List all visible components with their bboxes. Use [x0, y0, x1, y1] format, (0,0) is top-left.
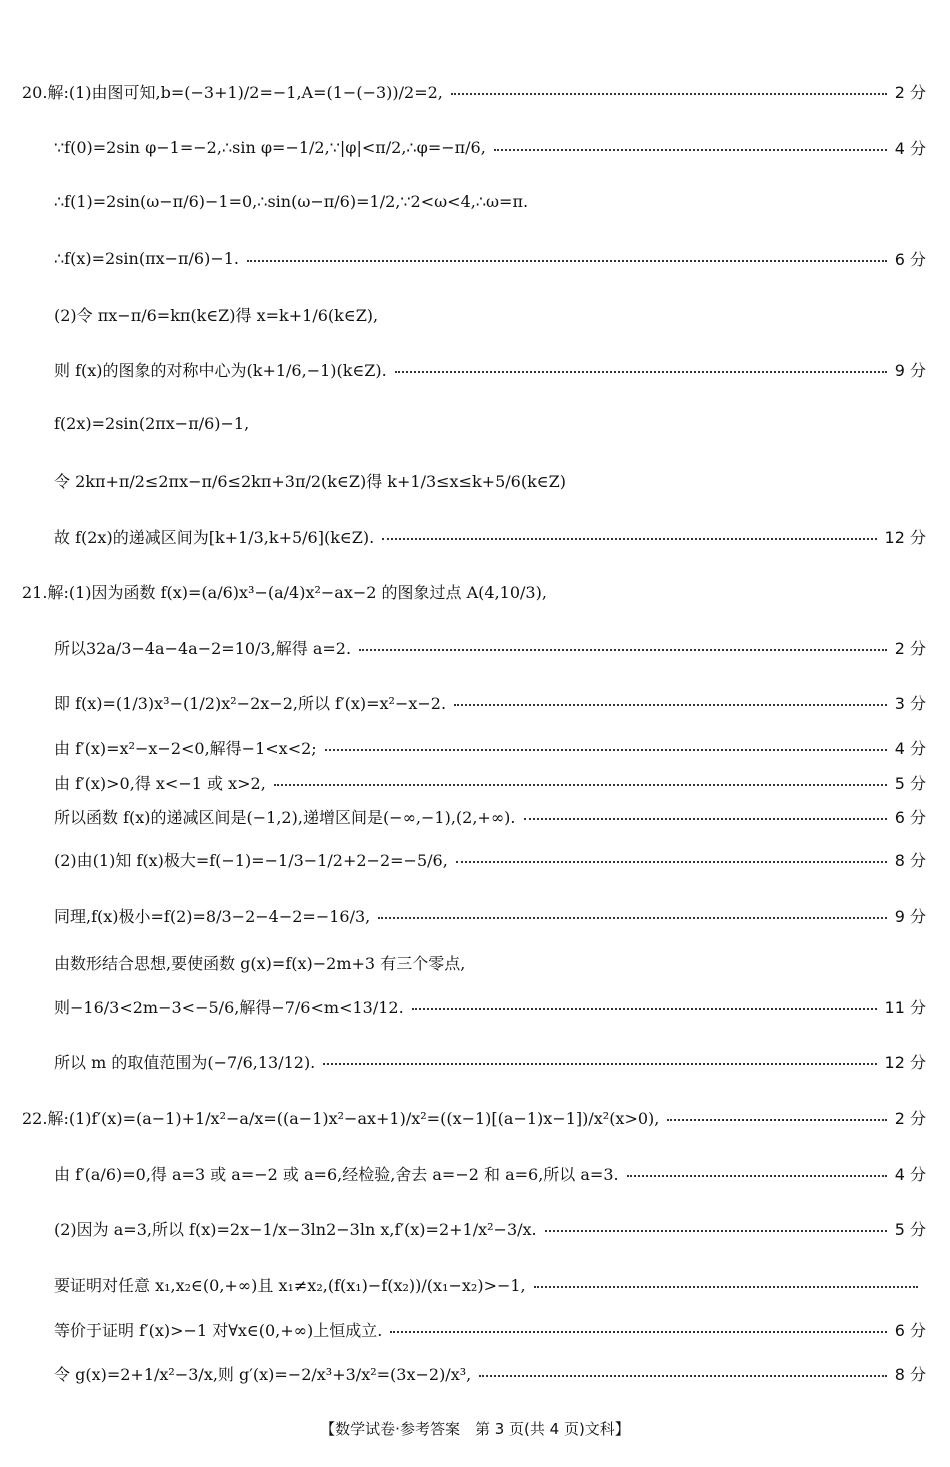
score-label: 9 分 [894, 907, 926, 926]
dot-leader [382, 538, 876, 540]
score-label: 11 分 [884, 998, 926, 1017]
line-text: 由 f′(x)>0,得 x<−1 或 x>2, [54, 774, 266, 793]
answer-line [54, 904, 926, 927]
answer-line [54, 1318, 926, 1341]
line-text: 故 f(2x)的递减区间为[k+1/3,k+5/6](k∈Z). [54, 528, 375, 547]
answer-line [54, 1162, 926, 1185]
dot-leader [325, 749, 887, 751]
dot-leader [359, 649, 887, 651]
score-label: 8 分 [894, 1365, 926, 1384]
dot-leader [323, 1063, 876, 1065]
score-label: 12 分 [884, 528, 926, 547]
dot-leader [451, 93, 887, 95]
line-text: ∴f(x)=2sin(πx−π/6)−1. [54, 249, 240, 268]
score-label: 3 分 [894, 694, 926, 713]
line-text: 则 f(x)的图象的对称中心为(k+1/6,−1)(k∈Z). [54, 361, 387, 380]
line-text: (2)令 πx−π/6=kπ(k∈Z)得 x=k+1/6(k∈Z), [54, 306, 379, 325]
answer-line [54, 1217, 926, 1240]
score-label: 4 分 [894, 139, 926, 158]
dot-leader [454, 704, 887, 706]
line-text: 同理,f(x)极小=f(2)=8/3−2−4−2=−16/3, [54, 907, 371, 926]
score-label: 2 分 [894, 1109, 926, 1128]
dot-leader [524, 818, 887, 820]
score-label: 4 分 [894, 1165, 926, 1184]
answer-line [54, 358, 926, 381]
line-text: 则−16/3<2m−3<−5/6,解得−7/6<m<13/12. [54, 998, 404, 1017]
line-text: ∴f(1)=2sin(ω−π/6)−1=0,∴sin(ω−π/6)=1/2,∵2<ω<4,∴ω=π. [54, 192, 529, 211]
answer-line [54, 469, 926, 492]
answer-line [54, 1362, 926, 1385]
page-footer: 【数学试卷·参考答案 第 3 页(共 4 页)文科】 [320, 1420, 630, 1438]
dot-leader [456, 861, 887, 863]
line-text: 由 f′(a/6)=0,得 a=3 或 a=−2 或 a=6,经检验,舍去 a=−2 和 a=6,所以 a=3. [54, 1165, 619, 1184]
answer-line [54, 525, 926, 548]
score-label: 12 分 [884, 1053, 926, 1072]
answer-line [54, 951, 926, 974]
line-text: ∵f(0)=2sin φ−1=−2,∴sin φ=−1/2,∵|φ|<π/2,∴φ=−π/6, [54, 138, 486, 157]
answer-line [54, 1273, 926, 1296]
line-text: 令 g(x)=2+1/x²−3/x,则 g′(x)=−2/x³+3/x²=(3x−2)/x³, [54, 1365, 472, 1384]
line-text: 21.解:(1)因为函数 f(x)=(a/6)x³−(a/4)x²−ax−2 的图象过点 A(4,10/3), [22, 583, 547, 602]
dot-leader [247, 260, 887, 262]
dot-leader [494, 149, 887, 151]
dot-leader [479, 1375, 886, 1377]
answer-line [22, 580, 926, 603]
dot-leader [412, 1008, 877, 1010]
score-label: 8 分 [894, 851, 926, 870]
line-text: 要证明对任意 x₁,x₂∈(0,+∞)且 x₁≠x₂,(f(x₁)−f(x₂))/(x₁−x₂)>−1, [54, 1276, 526, 1295]
score-label: 2 分 [894, 639, 926, 658]
score-label: 4 分 [894, 739, 926, 758]
score-label: 5 分 [894, 1220, 926, 1239]
line-text: f(2x)=2sin(2πx−π/6)−1, [54, 414, 250, 433]
answer-line [54, 303, 926, 326]
answer-line [54, 1050, 926, 1073]
score-label: 9 分 [894, 361, 926, 380]
dot-leader [627, 1175, 887, 1177]
dot-leader [545, 1230, 887, 1232]
dot-leader [395, 371, 887, 373]
score-label: 6 分 [894, 250, 926, 269]
line-text: 由数形结合思想,要使函数 g(x)=f(x)−2m+3 有三个零点, [54, 954, 466, 973]
line-text: 令 2kπ+π/2≤2πx−π/6≤2kπ+3π/2(k∈Z)得 k+1/3≤x≤k+5/6(k∈Z) [54, 472, 566, 491]
line-text: (2)因为 a=3,所以 f(x)=2x−1/x−3ln2−3ln x,f′(x)=2+1/x²−3/x. [54, 1220, 537, 1239]
dot-leader [534, 1286, 918, 1288]
answer-line [54, 414, 926, 433]
answer-line [54, 848, 926, 871]
answer-line [54, 636, 926, 659]
dot-leader [667, 1119, 886, 1121]
answer-line [54, 691, 926, 714]
answer-line [22, 1106, 926, 1129]
line-text: 所以 m 的取值范围为(−7/6,13/12). [54, 1053, 316, 1072]
line-text: 22.解:(1)f′(x)=(a−1)+1/x²−a/x=((a−1)x²−ax+1)/x²=((x−1)[(a−1)x−1])/x²(x>0), [22, 1109, 660, 1128]
answer-line [54, 805, 926, 828]
line-text: 20.解:(1)由图可知,b=(−3+1)/2=−1,A=(1−(−3))/2=2, [22, 83, 443, 102]
dot-leader [274, 784, 887, 786]
score-label: 2 分 [894, 83, 926, 102]
dot-leader [378, 917, 886, 919]
line-text: 由 f′(x)=x²−x−2<0,解得−1<x<2; [54, 739, 317, 758]
line-text: 所以32a/3−4a−4a−2=10/3,解得 a=2. [54, 639, 352, 658]
line-text: 等价于证明 f′(x)>−1 对∀x∈(0,+∞)上恒成立. [54, 1321, 383, 1340]
score-label: 6 分 [894, 1321, 926, 1340]
answer-line [54, 136, 926, 159]
dot-leader [390, 1331, 886, 1333]
score-label: 5 分 [894, 774, 926, 793]
line-text: (2)由(1)知 f(x)极大=f(−1)=−1/3−1/2+2−2=−5/6, [54, 851, 448, 870]
line-text: 即 f(x)=(1/3)x³−(1/2)x²−2x−2,所以 f′(x)=x²−x−2. [54, 694, 447, 713]
line-text: 所以函数 f(x)的递减区间是(−1,2),递增区间是(−∞,−1),(2,+∞). [54, 808, 516, 827]
answer-line [54, 247, 926, 270]
answer-line [54, 771, 926, 794]
answer-line [22, 80, 926, 103]
answer-line [54, 995, 926, 1018]
score-label: 6 分 [894, 808, 926, 827]
answer-line [54, 192, 926, 211]
answer-line [54, 736, 926, 759]
